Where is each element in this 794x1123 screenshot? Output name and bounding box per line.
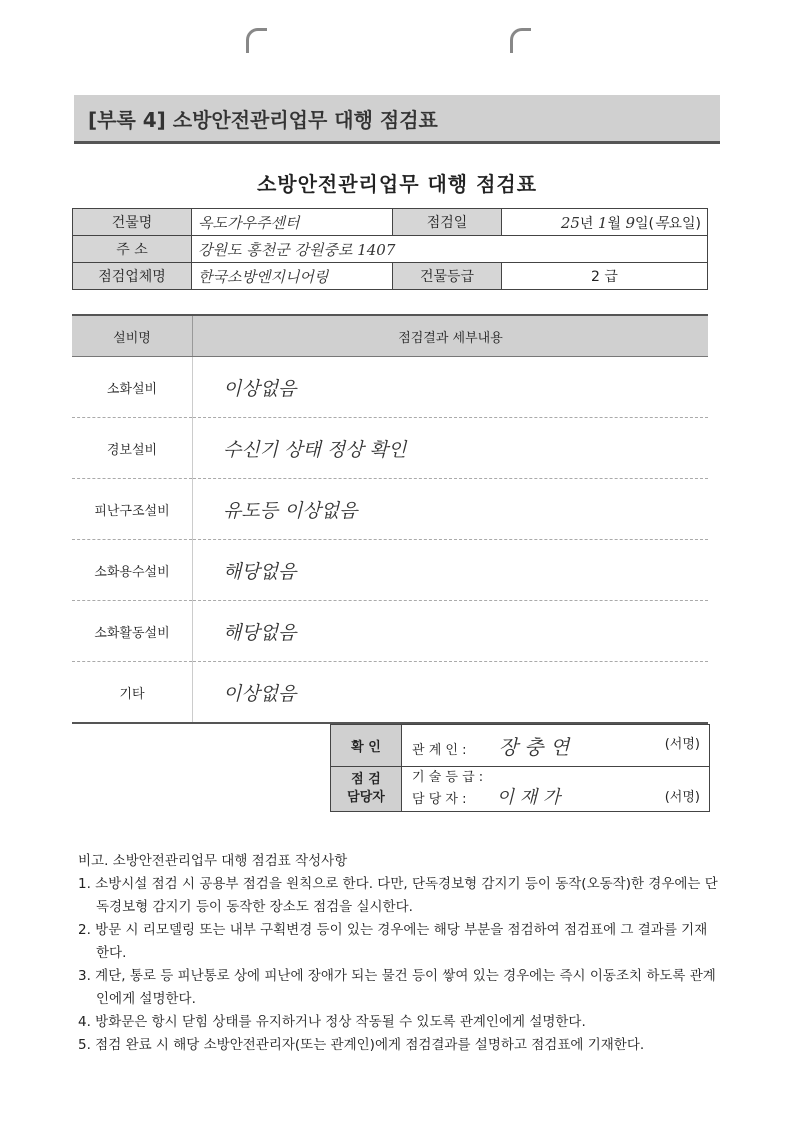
manager-label: 관 계 인 :	[412, 743, 467, 758]
facility-name: 경보설비	[72, 418, 193, 479]
building-value: 옥도가우주센터	[192, 209, 393, 236]
facility-name: 피난구조설비	[72, 479, 193, 540]
note-item: 5. 점검 완료 시 해당 소방안전관리자(또는 관계인)에게 점검결과를 설명하고 점검표에 기재한다.	[78, 1037, 645, 1053]
manager-cell	[402, 725, 710, 767]
note-item: 2. 방문 시 리모델링 또는 내부 구획변경 등이 있는 경우에는 해당 부분을 점검하여 점검표에 그 결과를 기재한다.	[78, 922, 708, 961]
info-table	[72, 208, 708, 290]
appendix-header	[74, 95, 720, 144]
address-label: 주 소	[73, 236, 192, 263]
facility-name: 기타	[72, 662, 193, 724]
inspector-sign-mark: (서명)	[664, 790, 700, 805]
confirm-label: 확 인	[331, 725, 402, 767]
manager-signature: 장 충 연	[498, 735, 570, 759]
date-month: 1	[597, 213, 608, 232]
table-row	[72, 418, 708, 479]
table-row	[72, 601, 708, 662]
facility-name: 소화설비	[72, 357, 193, 418]
date-year: 25	[560, 213, 580, 232]
inspector-label-cell	[331, 767, 402, 812]
date-label: 점검일	[393, 209, 502, 236]
note-item: 3. 계단, 통로 등 피난통로 상에 피난에 장애가 되는 물건 등이 쌓여 있는 경우에는 즉시 이동조치 하도록 관계인에게 설명한다.	[78, 968, 716, 1007]
date-weekday-suffix: 요일)	[668, 215, 701, 232]
building-label: 건물명	[73, 209, 192, 236]
signature-table	[330, 724, 710, 812]
tech-grade-label: 기 술 등 급 :	[412, 770, 484, 785]
facility-result: 수신기 상태 정상 확인	[193, 418, 709, 479]
col-facility-name: 설비명	[72, 315, 193, 357]
manager-sign-mark: (서명)	[664, 737, 700, 752]
inspector-label-line1: 점 검	[351, 772, 381, 787]
table-row	[72, 357, 708, 418]
address-value: 강원도 홍천군 강원중로 1407	[192, 236, 708, 263]
date-weekday: 목	[653, 213, 669, 232]
punch-hole-right	[510, 28, 531, 53]
facility-result: 해당없음	[193, 540, 709, 601]
note-item: 1. 소방시설 점검 시 공용부 점검을 원칙으로 한다. 다만, 단독경보형 감지기 등이 동작(오동작)한 경우에는 단독경보형 감지기 등이 동작한 장소도 점검을 실시한다.	[78, 876, 718, 915]
grade-label: 건물등급	[393, 263, 502, 290]
table-row	[72, 662, 708, 724]
date-day: 9	[625, 213, 635, 232]
facility-result: 해당없음	[193, 601, 709, 662]
inspector-name-label: 담 당 자 :	[412, 792, 467, 807]
date-year-suffix: 년	[579, 215, 594, 232]
date-day-suffix: 일(	[634, 215, 654, 232]
table-row	[72, 479, 708, 540]
company-label: 점검업체명	[73, 263, 192, 290]
grade-value: 2 급	[502, 263, 708, 290]
date-value	[502, 209, 708, 236]
note-item: 4. 방화문은 항시 닫힘 상태를 유지하거나 정상 작동될 수 있도록 관계인에게 설명한다.	[78, 1014, 586, 1030]
col-detail: 점검결과 세부내용	[193, 315, 709, 357]
notes-section	[78, 850, 718, 1057]
facility-result: 유도등 이상없음	[193, 479, 709, 540]
table-row	[72, 540, 708, 601]
appendix-title: [부록 4] 소방안전관리업무 대행 점검표	[88, 108, 438, 132]
results-table	[72, 314, 708, 724]
facility-name: 소화활동설비	[72, 601, 193, 662]
document-title: 소방안전관리업무 대행 점검표	[256, 172, 538, 196]
notes-heading: 비고. 소방안전관리업무 대행 점검표 작성사항	[78, 853, 348, 869]
facility-result: 이상없음	[223, 682, 297, 705]
company-value: 한국소방엔지니어링	[192, 263, 393, 290]
facility-name: 소화용수설비	[72, 540, 193, 601]
inspector-signature: 이 재 가	[496, 787, 561, 808]
punch-hole-left	[246, 28, 267, 53]
facility-result: 이상없음	[193, 357, 709, 418]
date-month-suffix: 월	[607, 215, 621, 232]
inspector-cell	[402, 767, 710, 812]
inspector-label-line2: 담당자	[347, 790, 385, 805]
